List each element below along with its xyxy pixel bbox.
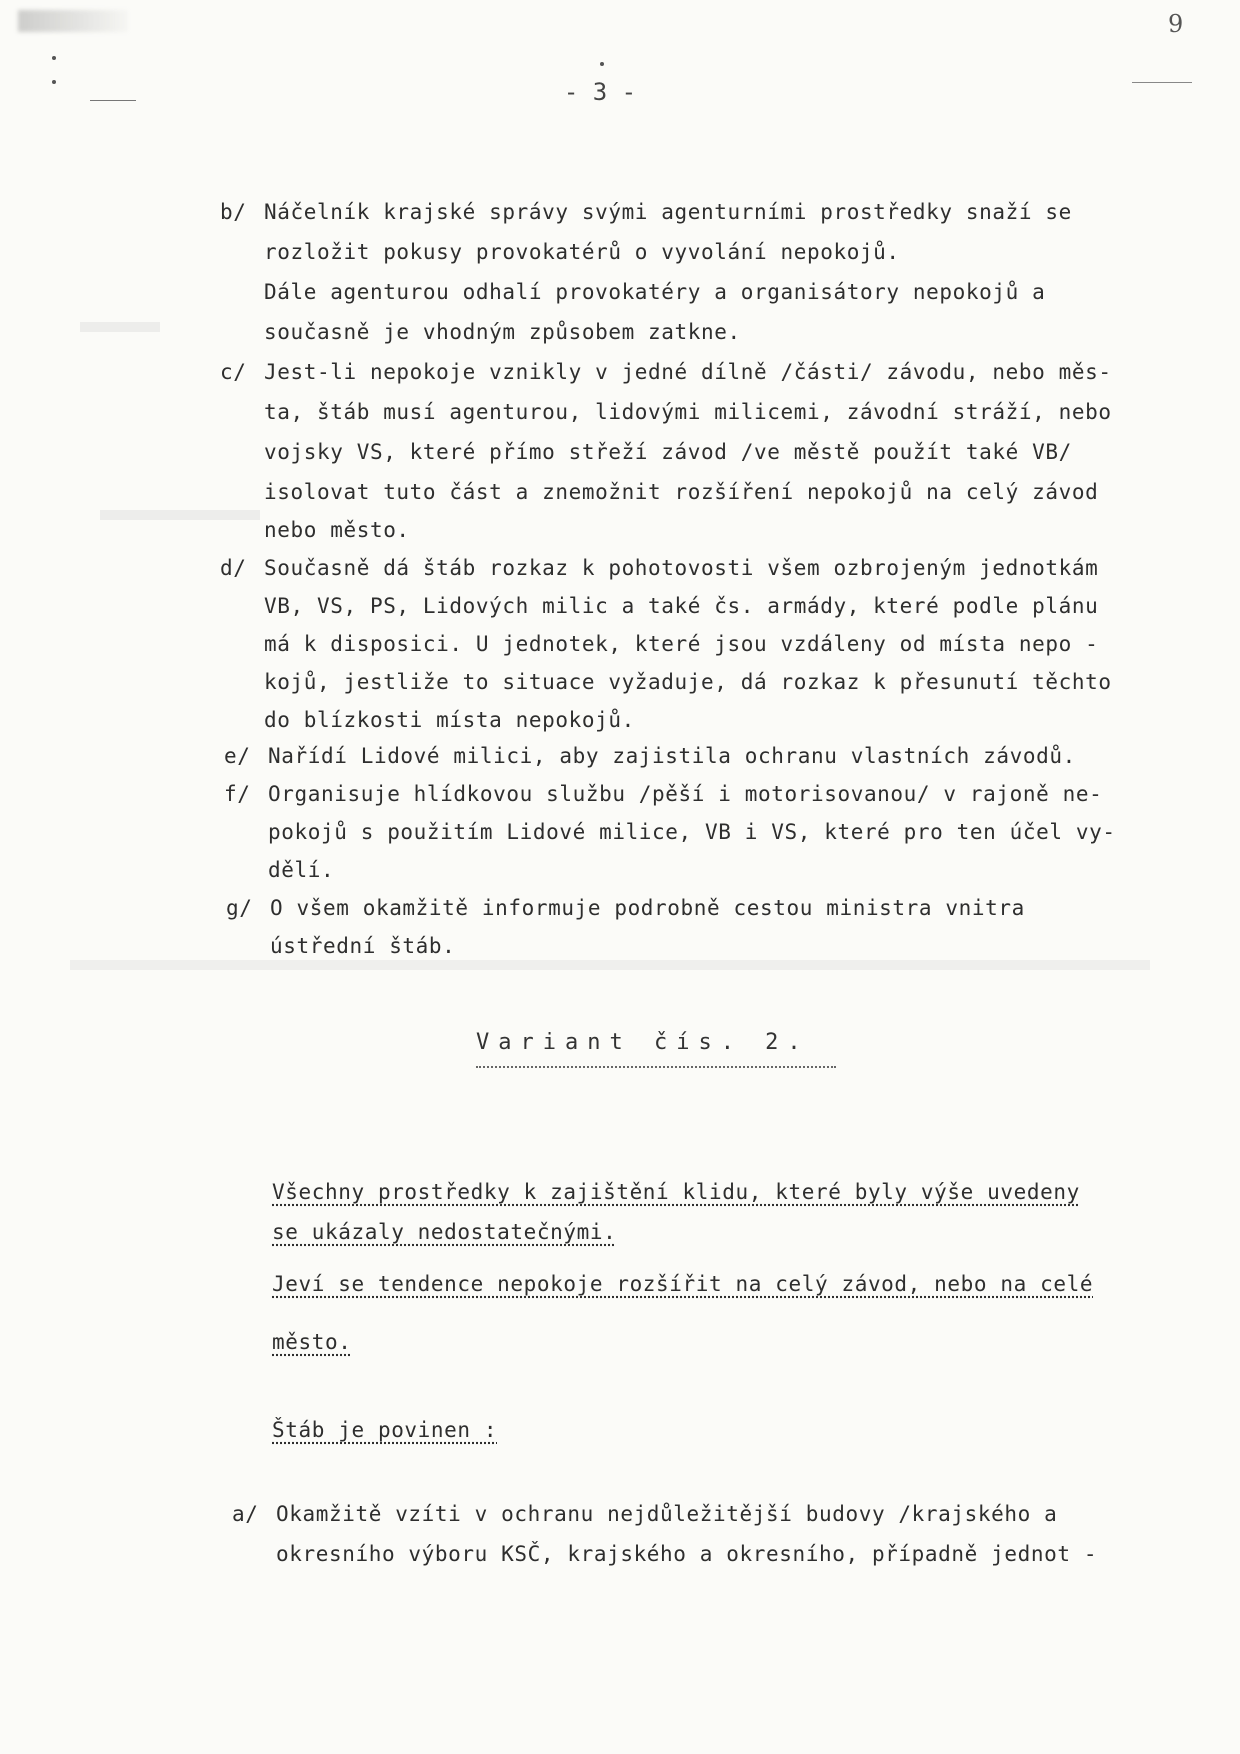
section-a-line-2: okresního výboru KSČ, krajského a okresního, případně jednot - — [276, 1542, 1098, 1566]
section-d-line-3: má k disposici. U jednotek, které jsou vzdáleny od místa nepo - — [264, 632, 1099, 656]
section-f-line-2: pokojů s použitím Lidové milice, VB i VS, které pro ten účel vy- — [268, 820, 1116, 844]
variant-heading-underline — [476, 1066, 836, 1068]
section-c-line-3: vojsky VS, které přímo střeží závod /ve městě použít také VB/ — [264, 440, 1072, 464]
margin-mark — [90, 100, 136, 101]
section-c-line-2: ta, štáb musí agenturou, lidovými milicemi, závodní stráží, nebo — [264, 400, 1112, 424]
scan-dot — [600, 62, 604, 66]
section-c-line-4: isolovat tuto část a znemožnit rozšíření nepokojů na celý závod — [264, 480, 1099, 504]
section-e-line-1: e/ Nařídí Lidové milici, aby zajistila ochranu vlastních závodů. — [224, 744, 1076, 768]
section-d-marker: d/ — [220, 556, 247, 580]
section-d-line-4: kojů, jestliže to situace vyžaduje, dá rozkaz k přesunutí těchto — [264, 670, 1112, 694]
variant-text-line-2: se ukázaly nedostatečnými. — [272, 1220, 617, 1244]
variant-heading: Variant čís. 2. — [476, 1030, 810, 1055]
section-c-line-1: c/ Jest-li nepokoje vznikly v jedné dílně /části/ závodu, nebo měs- — [220, 360, 1112, 384]
variant-text-line-1: Všechny prostředky k zajištění klidu, které byly výše uvedeny — [272, 1180, 1080, 1204]
variant-text-line-4: město. — [272, 1330, 352, 1354]
scan-smudge — [18, 10, 128, 32]
bleed-through-mark — [100, 510, 260, 520]
section-f-marker: f/ — [224, 782, 251, 806]
variant-text-line-3: Jeví se tendence nepokoje rozšířit na celý závod, nebo na celé — [272, 1272, 1094, 1296]
section-c-marker: c/ — [220, 360, 247, 384]
section-d-line-5: do blízkosti místa nepokojů. — [264, 708, 635, 732]
section-g-line-1: g/ O všem okamžitě informuje podrobně cestou ministra vnitra — [226, 896, 1025, 920]
section-f-line-1: f/ Organisuje hlídkovou službu /pěší i motorisovanou/ v rajoně ne- — [224, 782, 1103, 806]
margin-mark — [1132, 82, 1192, 83]
section-c-line-5: nebo město. — [264, 518, 410, 542]
section-g-line-2: ústřední štáb. — [270, 934, 456, 958]
section-b-line-2: rozložit pokusy provokatérů o vyvolání nepokojů. — [264, 240, 900, 264]
section-b-line-4: současně je vhodným způsobem zatkne. — [264, 320, 741, 344]
section-b-line-3: Dále agenturou odhalí provokatéry a organisátory nepokojů a — [264, 280, 1046, 304]
bleed-through-mark — [80, 322, 160, 332]
scan-dot — [52, 80, 56, 84]
section-b-marker: b/ — [220, 200, 247, 224]
section-a-marker: a/ — [232, 1502, 259, 1526]
section-d-line-1: d/ Současně dá štáb rozkaz k pohotovosti všem ozbrojeným jednotkám — [220, 556, 1099, 580]
bleed-through-mark — [70, 960, 1150, 970]
section-g-marker: g/ — [226, 896, 253, 920]
section-a-line-1: a/ Okamžitě vzíti v ochranu nejdůležitější budovy /krajského a — [232, 1502, 1058, 1526]
section-e-marker: e/ — [224, 744, 251, 768]
corner-page-number: 9 — [1168, 10, 1184, 38]
section-b-line-1: b/ Náčelník krajské správy svými agenturními prostředky snaží se — [220, 200, 1072, 224]
section-d-line-2: VB, VS, PS, Lidových milic a také čs. armády, které podle plánu — [264, 594, 1099, 618]
section-f-line-3: dělí. — [268, 858, 335, 882]
staff-heading: Štáb je povinen : — [272, 1418, 498, 1442]
page-number: - 3 - — [563, 78, 637, 106]
scan-dot — [52, 56, 56, 60]
